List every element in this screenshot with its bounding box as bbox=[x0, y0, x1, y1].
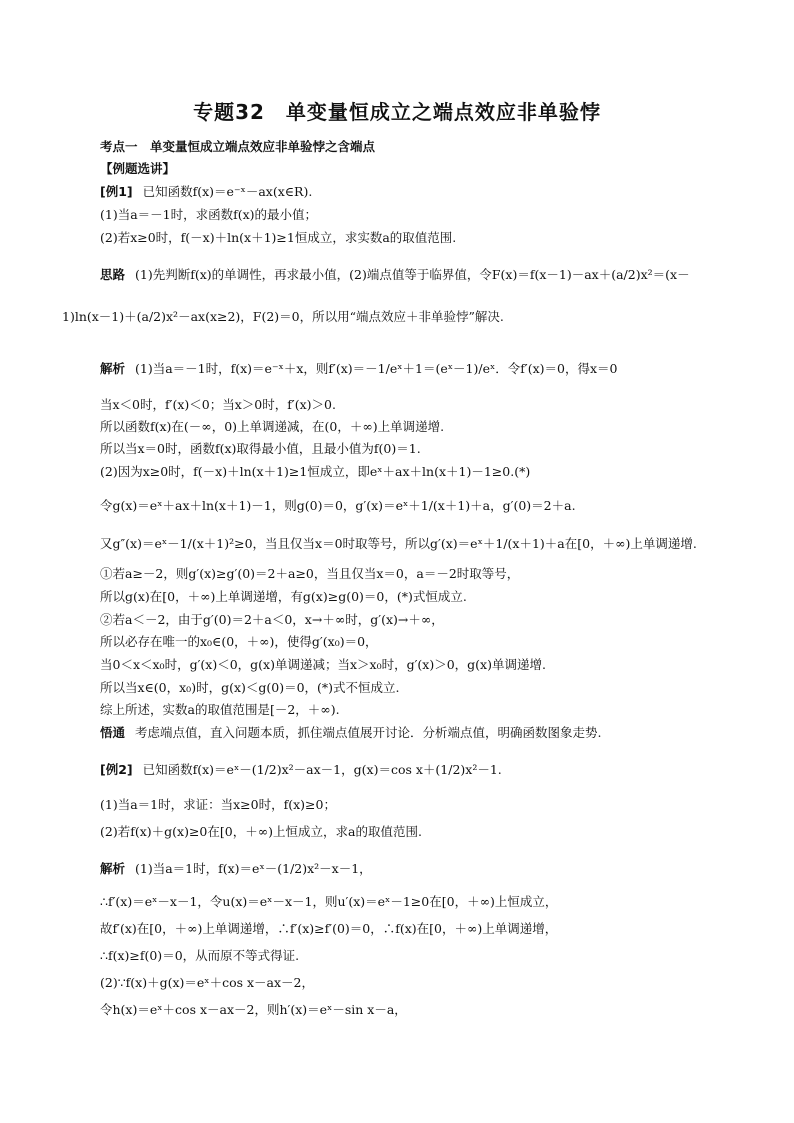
insight-line bbox=[100, 724, 720, 742]
example2-stem bbox=[100, 761, 720, 779]
example2-text: 已知函数f(x)＝eˣ－(1/2)x²－ax－1，g(x)＝cos x＋(1/2)x²－1. bbox=[142, 762, 502, 777]
solution1-label: 解析 bbox=[100, 361, 126, 376]
thinking-label: 思路 bbox=[100, 267, 126, 282]
solution1-line: 令g(x)＝eˣ＋ax＋ln(x＋1)－1，则g(0)＝0，g′(x)＝eˣ＋1/(x＋1)＋a，g′(0)＝2＋a. bbox=[100, 498, 576, 513]
solution1-line: 所以当x＝0时，函数f(x)取得最小值，且最小值为f(0)＝1. bbox=[100, 441, 421, 456]
example1-question1: (1)当a＝－1时，求函数f(x)的最小值； bbox=[100, 207, 318, 222]
solution2-line: 故f′(x)在[0，＋∞)上单调递增，∴f′(x)≥f′(0)＝0，∴f(x)在[0，＋∞)上单调递增， bbox=[100, 921, 558, 936]
example1-text: 已知函数f(x)＝e⁻ˣ－ax(x∈R). bbox=[142, 184, 313, 199]
solution1-line: 又g″(x)＝eˣ－1/(x＋1)²≥0，当且仅当x＝0时取等号，所以g′(x)＝eˣ＋1/(x＋1)＋a在[0，＋∞)上单调递增. bbox=[100, 536, 697, 551]
example-heading: 【例题选讲】 bbox=[100, 161, 176, 176]
solution2-line: 令h(x)＝eˣ＋cos x－ax－2，则h′(x)＝eˣ－sin x－a， bbox=[100, 1002, 407, 1017]
example2-question2: (2)若f(x)＋g(x)≥0在[0，＋∞)上恒成立，求a的取值范围. bbox=[100, 824, 422, 839]
solution1-line: 所以函数f(x)在(－∞，0)上单调递减，在(0，＋∞)上单调递增. bbox=[100, 419, 445, 434]
page-title: 专题32 单变量恒成立之端点效应非单验悖 bbox=[193, 100, 601, 124]
example1-stem bbox=[100, 183, 720, 201]
example1-question2: (2)若x≥0时，f(－x)＋ln(x＋1)≥1恒成立，求实数a的取值范围. bbox=[100, 230, 457, 245]
insight-label: 悟通 bbox=[100, 725, 126, 740]
thinking-line1 bbox=[100, 266, 720, 284]
solution1-text: (1)当a＝－1时，f(x)＝e⁻ˣ＋x，则f′(x)＝－1/eˣ＋1＝(eˣ－1)/eˣ．令f′(x)＝0，得x＝0 bbox=[135, 361, 618, 376]
solution1-line: ②若a＜－2，由于g′(0)＝2＋a＜0，x→＋∞时，g′(x)→＋∞， bbox=[100, 612, 444, 627]
solution1-line bbox=[100, 360, 720, 378]
solution1-line: 所以当x∈(0，x₀)时，g(x)＜g(0)＝0，(*)式不恒成立. bbox=[100, 680, 400, 695]
solution1-line: ①若a≥－2，则g′(x)≥g′(0)＝2＋a≥0，当且仅当x＝0，a＝－2时取等号， bbox=[100, 566, 520, 581]
insight-text: 考虑端点值，直入问题本质，抓住端点值展开讨论．分析端点值，明确函数图象走势. bbox=[135, 725, 602, 740]
solution1-line: 所以g(x)在[0，＋∞)上单调递增，有g(x)≥g(0)＝0，(*)式恒成立. bbox=[100, 589, 467, 604]
solution2-line: (2)∵f(x)＋g(x)＝eˣ＋cos x－ax－2， bbox=[100, 975, 315, 990]
solution2-text: (1)当a＝1时，f(x)＝eˣ－(1/2)x²－x－1， bbox=[135, 861, 372, 876]
solution1-line: (2)因为x≥0时，f(－x)＋ln(x＋1)≥1恒成立，即eˣ＋ax＋ln(x＋1)－1≥0.(*) bbox=[100, 464, 531, 479]
solution2-label: 解析 bbox=[100, 861, 126, 876]
solution1-line: 当x＜0时，f′(x)＜0；当x＞0时，f′(x)＞0. bbox=[100, 397, 336, 412]
thinking-text1: (1)先判断f(x)的单调性，再求最小值，(2)端点值等于临界值，令F(x)＝f(x－1)－ax＋(a/2)x²＝(x－ bbox=[135, 267, 690, 282]
example2-label: [例2] bbox=[100, 762, 133, 777]
solution1-line: 当0＜x＜x₀时，g′(x)＜0，g(x)单调递减；当x＞x₀时，g′(x)＞0，g(x)单调递增. bbox=[100, 657, 546, 672]
example2-question1: (1)当a＝1时，求证：当x≥0时，f(x)≥0； bbox=[100, 797, 336, 812]
solution2-line: ∴f′(x)＝eˣ－x－1，令u(x)＝eˣ－x－1，则u′(x)＝eˣ－1≥0在[0，＋∞)上恒成立， bbox=[100, 894, 558, 909]
thinking-line2: 1)ln(x－1)＋(a/2)x²－ax(x≥2)，F(2)＝0，所以用“端点效应＋非单验悖”解决. bbox=[62, 309, 504, 324]
section-heading: 考点一 单变量恒成立端点效应非单验悖之含端点 bbox=[100, 139, 376, 154]
solution1-line: 综上所述，实数a的取值范围是[－2，＋∞). bbox=[100, 702, 340, 717]
solution2-line bbox=[100, 860, 720, 878]
example1-label: [例1] bbox=[100, 184, 133, 199]
solution1-line: 所以必存在唯一的x₀∈(0，＋∞)，使得g′(x₀)＝0， bbox=[100, 634, 378, 649]
solution2-line: ∴f(x)≥f(0)＝0，从而原不等式得证. bbox=[100, 948, 300, 963]
